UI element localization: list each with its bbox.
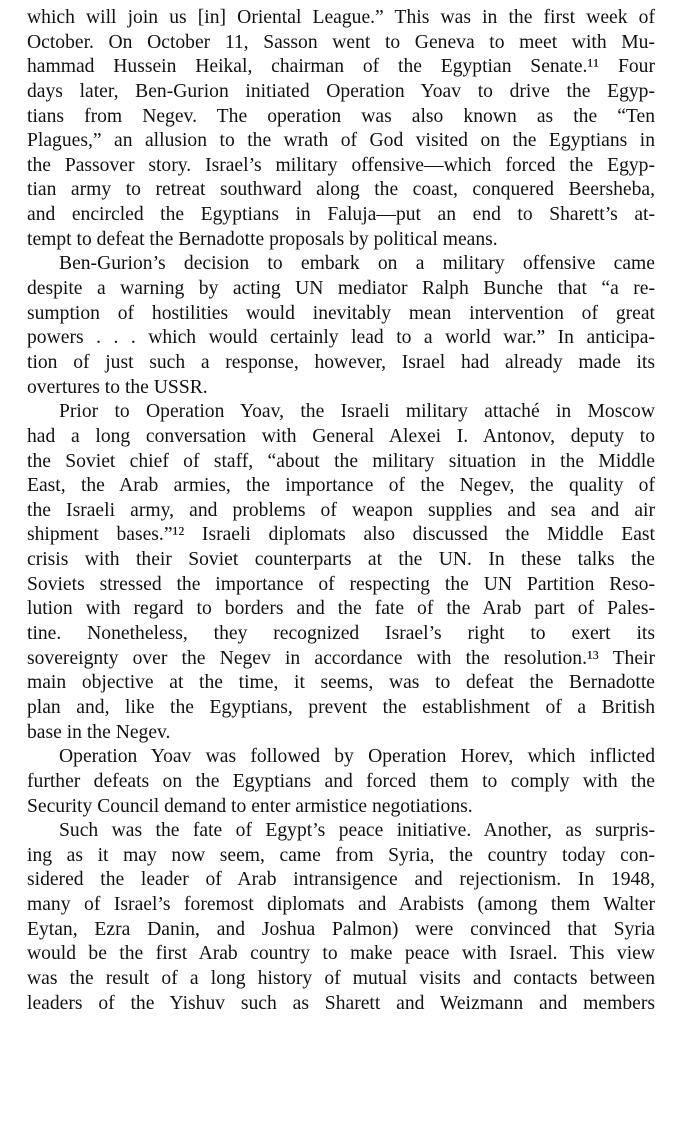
text-line: Plagues,” an allusion to the wrath of God visited on the Egyptians in xyxy=(27,130,655,152)
text-line: tine. Nonetheless, they recognized Israel’s right to exert its xyxy=(27,623,655,645)
text-line: Soviets stressed the importance of respecting the UN Partition Reso- xyxy=(27,573,655,595)
text-line: had a long conversation with General Alexei I. Antonov, deputy to xyxy=(27,425,655,447)
text-line: which will join us [in] Oriental League.” This was in the first week of xyxy=(27,7,655,28)
text-line: would be the first Arab country to make peace with Israel. This view xyxy=(27,943,655,965)
text-line: October. On October 11, Sasson went to Geneva to meet with Mu- xyxy=(27,31,655,53)
text-line: powers . . . which would certainly lead to a world war.” In anticipa- xyxy=(27,327,655,349)
text-line: sovereignty over the Negev in accordance with the resolution.¹³ Their xyxy=(27,647,655,669)
text-line: despite a warning by acting UN mediator Ralph Bunche that “a re- xyxy=(27,278,655,300)
text-line: hammad Hussein Heikal, chairman of the Egyptian Senate.¹¹ Four xyxy=(27,56,655,78)
text-line: Prior to Operation Yoav, the Israeli military attaché in Moscow xyxy=(59,401,655,423)
text-line: East, the Arab armies, the importance of the Negev, the quality of xyxy=(27,475,655,497)
text-line: sumption of hostilities would inevitably mean intervention of great xyxy=(27,302,655,324)
text-line: Operation Yoav was followed by Operation Horev, which inflicted xyxy=(59,746,655,768)
text-line: main objective at the time, it seems, was to defeat the Bernadotte xyxy=(27,672,655,694)
text-line: plan and, like the Egyptians, prevent the establishment of a British xyxy=(27,696,655,718)
text-line: shipment bases.”¹² Israeli diplomats also discussed the Middle East xyxy=(27,524,655,546)
text-line: Such was the fate of Egypt’s peace initiative. Another, as surpris- xyxy=(59,820,655,842)
text-line: Ben-Gurion’s decision to embark on a military offensive came xyxy=(59,253,655,275)
text-line: Eytan, Ezra Danin, and Joshua Palmon) were convinced that Syria xyxy=(27,918,655,940)
text-line: sidered the leader of Arab intransigence and rejectionism. In 1948, xyxy=(27,869,655,891)
text-line: the Passover story. Israel’s military offensive—which forced the Egyp- xyxy=(27,154,655,176)
document-page xyxy=(27,6,655,1016)
text-line: lution with regard to borders and the fate of the Arab part of Pales- xyxy=(27,598,655,620)
text-line: and encircled the Egyptians in Faluja—put an end to Sharett’s at- xyxy=(27,204,655,226)
text-line: ing as it may now seem, came from Syria, the country today con- xyxy=(27,844,655,866)
text-line: the Israeli army, and problems of weapon supplies and sea and air xyxy=(27,499,655,521)
text-line: further defeats on the Egyptians and forced them to comply with the xyxy=(27,770,655,792)
text-line: base in the Negev. xyxy=(27,721,171,743)
text-line: overtures to the USSR. xyxy=(27,376,208,398)
paragraph xyxy=(27,819,655,1016)
text-line: days later, Ben-Gurion initiated Operation Yoav to drive the Egyp- xyxy=(27,80,655,102)
text-line: was the result of a long history of mutual visits and contacts between xyxy=(27,967,655,989)
text-line: leaders of the Yishuv such as Sharett and Weizmann and members xyxy=(27,992,655,1014)
paragraph xyxy=(27,400,655,745)
text-line: crisis with their Soviet counterparts at the UN. In these talks the xyxy=(27,549,655,571)
paragraph xyxy=(27,252,655,400)
paragraph xyxy=(27,745,655,819)
text-line: tion of just such a response, however, Israel had already made its xyxy=(27,351,655,373)
text-line: the Soviet chief of staff, “about the military situation in the Middle xyxy=(27,450,655,472)
text-line: Security Council demand to enter armistice negotiations. xyxy=(27,795,473,817)
text-line: many of Israel’s foremost diplomats and Arabists (among them Walter xyxy=(27,894,655,916)
paragraph xyxy=(27,6,655,252)
text-line: tians from Negev. The operation was also known as the “Ten xyxy=(27,105,655,127)
text-line: tian army to retreat southward along the coast, conquered Beersheba, xyxy=(27,179,655,201)
text-line: tempt to defeat the Bernadotte proposals by political means. xyxy=(27,228,498,250)
text-body xyxy=(27,6,655,1016)
